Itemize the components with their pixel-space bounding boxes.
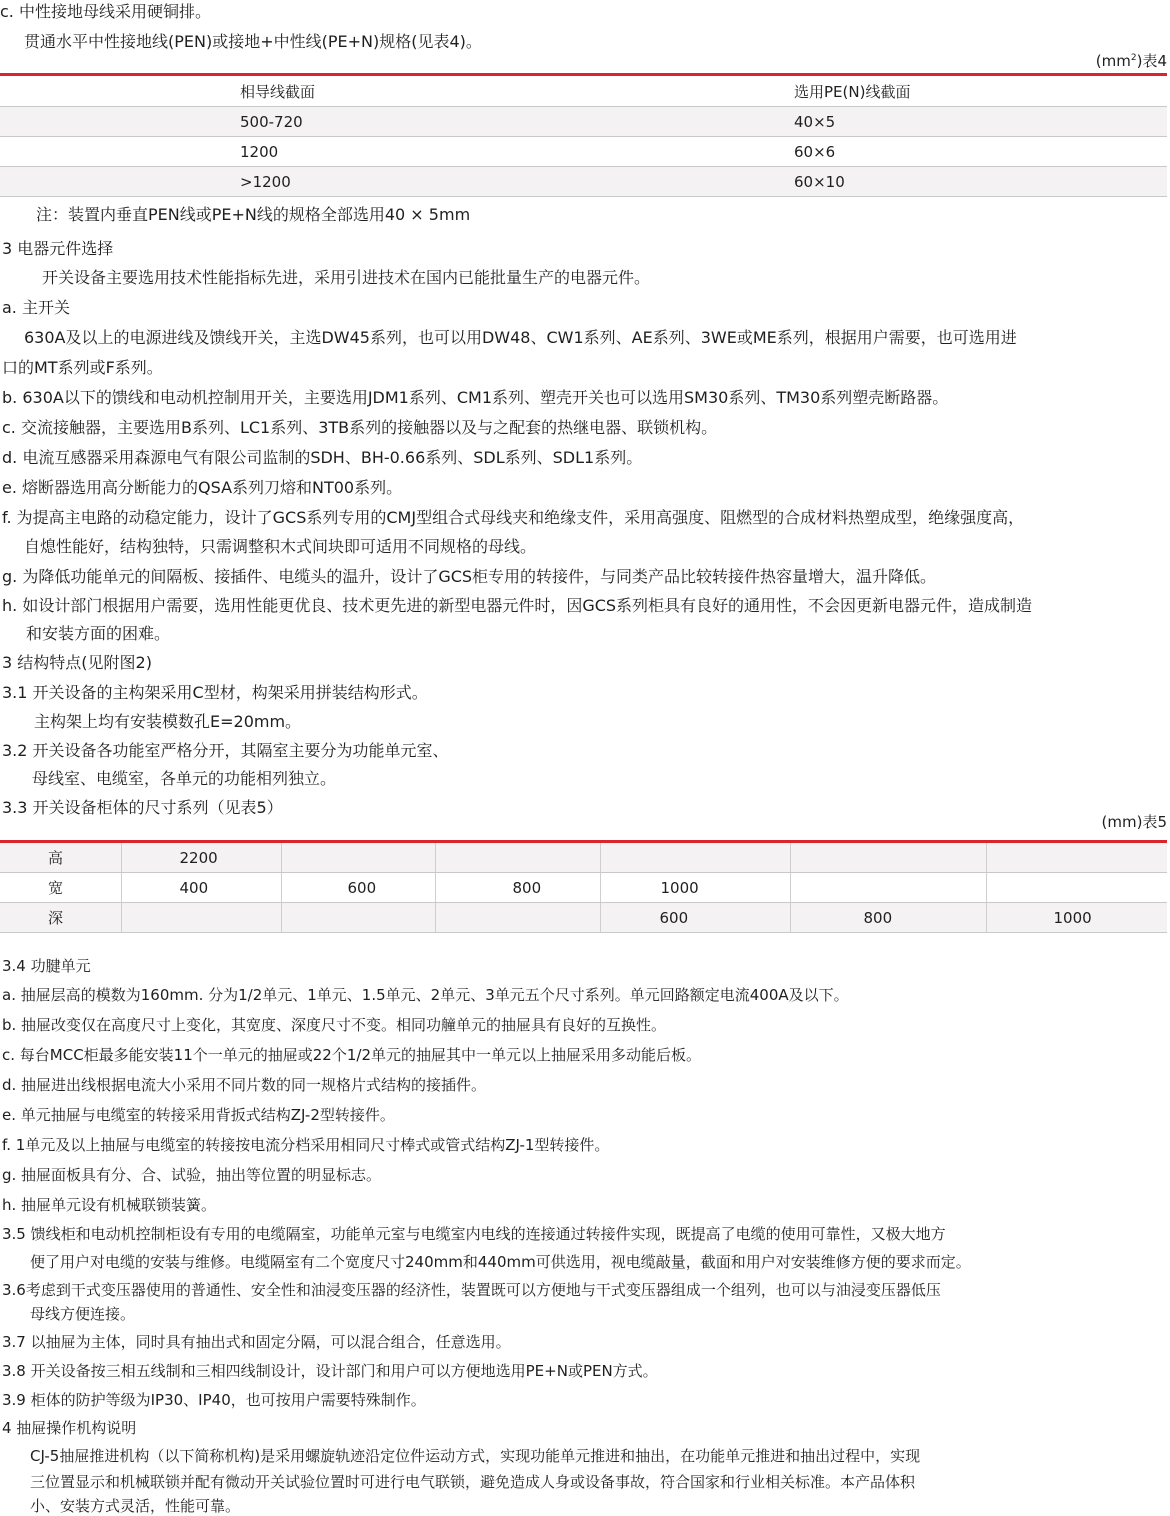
section3-b: b. 630A以下的馈线和电动机控制用开关，主要选用JDM1系列、CM1系列、塑壳开关也可以选用SM30系列、TM30系列塑壳断路器。 (2, 388, 949, 407)
table-cell (986, 842, 1167, 873)
section3-title: 3 电器元件选择 (2, 239, 114, 258)
table-cell: 60×10 (794, 167, 1167, 197)
structure-3-2-line2: 母线室、电缆室，各单元的功能相列独立。 (32, 769, 337, 788)
section-c-title: c. 中性接地母线采用硬铜排。 (0, 2, 211, 21)
table-row (0, 903, 1167, 933)
section34-f: f. 1单元及以上抽屉与电缆室的转接按电流分档采用相同尺寸棒式或管式结构ZJ-1型转接件。 (2, 1136, 610, 1154)
table-cell (281, 903, 435, 933)
table-row (0, 137, 1167, 167)
table-row (0, 107, 1167, 137)
section-3-8: 3.8 开关设备按三相五线制和三相四线制设计，设计部门和用户可以方便地选用PE+N或PEN方式。 (2, 1362, 658, 1380)
section3-h-line1: h. 如设计部门根据用户需要，选用性能更优良、技术更先进的新型电器元件时，因GCS系列柜具有良好的通用性，不会因更新电器元件，造成制造 (2, 596, 1033, 615)
table-cell: 高 (0, 842, 121, 873)
table-row (0, 167, 1167, 197)
table4-note: 注：装置内垂直PEN线或PE+N线的规格全部选用40 × 5mm (36, 205, 471, 224)
table-cell: 宽 (0, 873, 121, 903)
table-header-cell: 选用PE(N)线截面 (794, 75, 1167, 107)
table-cell (790, 873, 986, 903)
table-cell: 500-720 (0, 107, 794, 137)
section34-title: 3.4 功腱单元 (2, 957, 91, 975)
table-cell (121, 903, 281, 933)
table-cell (790, 842, 986, 873)
section3-e: e. 熔断器选用高分断能力的QSA系列刀熔和NT00系列。 (2, 478, 403, 497)
section3-a-title: a. 主开关 (2, 298, 70, 317)
table-cell: 600 (281, 873, 435, 903)
section3-d: d. 电流互感器采用森源电气有限公司监制的SDH、BH-0.66系列、SDL系列、SDL1系列。 (2, 448, 643, 467)
table-cell: >1200 (0, 167, 794, 197)
section34-e: e. 单元抽屉与电缆室的转接采用背扳式结构ZJ-2型转接件。 (2, 1106, 395, 1124)
section3-c: c. 交流接触器，主要选用B系列、LC1系列、3TB系列的接触器以及与之配套的热继电器、联锁机构。 (2, 418, 718, 437)
table-cell: 800 (790, 903, 986, 933)
table-header-cell: 相导线截面 (0, 75, 794, 107)
table-cell: 1000 (600, 873, 790, 903)
section34-b: b. 抽屉改变仅在高度尺寸上变化，其宽度、深度尺寸不变。相同功艟单元的抽屉具有良好的互换性。 (2, 1016, 667, 1034)
section3-h-line2: 和安装方面的困难。 (26, 624, 171, 643)
section4-line2: 三位置显示和机械联锁并配有微动开关试验位置时可进行电气联锁，避免造成人身或设备事故，符合国家和行业相关标准。本产品体积 (30, 1473, 916, 1491)
table-cell (435, 842, 600, 873)
structure-3-2-line1: 3.2 开关设备各功能室严格分开，其隔室主要分为功能单元室、 (2, 741, 449, 760)
table-cell: 1000 (986, 903, 1167, 933)
table-cell (986, 873, 1167, 903)
table-row (0, 873, 1167, 903)
section4-title: 4 抽屉操作机构说明 (2, 1419, 137, 1437)
section-c-text: 贯通水平中性接地线(PEN)或接地+中性线(PE+N)规格(见表4)。 (24, 32, 482, 51)
table-cell: 1200 (0, 137, 794, 167)
section4-line1: CJ-5抽屉推进机构（以下简称机构)是采用螺旋轨迹沿定位件运动方式，实现功能单元推进和抽出，在功能单元推进和抽出过程中，实现 (30, 1447, 921, 1465)
section3-a-line1: 630A及以上的电源进线及馈线开关，主选DW45系列，也可以用DW48、CW1系列、AE系列、3WE或ME系列，根据用户需要，也可选用进 (24, 328, 1017, 347)
section-3-7: 3.7 以抽屉为主体，同时具有抽出式和固定分隔，可以混合组合，任意选用。 (2, 1333, 511, 1351)
table-cell: 600 (600, 903, 790, 933)
table-cell (435, 903, 600, 933)
table-cell: 800 (435, 873, 600, 903)
table-cell: 40×5 (794, 107, 1167, 137)
structure-3-1-line2: 主构架上均有安装模数孔E=20mm。 (34, 712, 302, 731)
table-cell (281, 842, 435, 873)
section-3-9: 3.9 柜体的防护等级为IP30、IP40，也可按用户需要特殊制作。 (2, 1391, 426, 1409)
table5-unit: (mm)表5 (1101, 813, 1167, 831)
table-cell: 400 (121, 873, 281, 903)
section-3-6-line2: 母线方便连接。 (30, 1305, 136, 1323)
section3-f-line1: f. 为提高主电路的动稳定能力，设计了GCS系列专用的CMJ型组合式母线夹和绝缘支件，采用高强度、阻燃型的合成材料热塑成型，绝缘强度高， (2, 508, 1025, 527)
section34-g: g. 抽屉面板具有分、合、试验，抽出等位置的明显标志。 (2, 1166, 382, 1184)
section-3-5-line2: 便了用户对电缆的安装与维修。电缆隔室有二个宽度尺寸240mm和440mm可供选用，视电缆敲量，截面和用户对安装维修方便的要求而定。 (30, 1253, 971, 1271)
table-cell (600, 842, 790, 873)
section34-h: h. 抽屉单元设有机械联锁装簧。 (2, 1196, 217, 1214)
structure-3-1-line1: 3.1 开关设备的主构架采用C型材，构架采用拼装结构形式。 (2, 683, 428, 702)
section4-line3: 小、安装方式灵活，性能可靠。 (30, 1497, 241, 1515)
section3-a-line2: 口的MT系列或F系列。 (2, 358, 163, 377)
table-cell: 60×6 (794, 137, 1167, 167)
section3-intro: 开关设备主要选用技术性能指标先进，采用引进技术在国内已能批量生产的电器元件。 (42, 268, 651, 287)
table4 (0, 73, 1167, 197)
section34-c: c. 每台MCC柜最多能安装11个一单元的抽屉或22个1/2单元的抽屉其中一单元以上抽屉采用多动能后板。 (2, 1046, 701, 1064)
section-3-6-line1: 3.6考虑到干式变压器使用的普通性、安全性和油浸变压器的经济性，装置既可以方便地与干式变压器组成一个组列，也可以与油浸变压器低压 (2, 1281, 941, 1299)
table5 (0, 840, 1167, 933)
table-cell: 2200 (121, 842, 281, 873)
section34-a: a. 抽屉层高的模数为160mm. 分为1/2单元、1单元、1.5单元、2单元、3单元五个尺寸系列。单元回路额定电流400A及以下。 (2, 986, 849, 1004)
table-cell: 深 (0, 903, 121, 933)
section3-f-line2: 自熄性能好，结构独特，只需调整积木式间块即可适用不同规格的母线。 (24, 537, 537, 556)
structure-3-3: 3.3 开关设备柜体的尺寸系列（见表5） (2, 798, 283, 817)
table4-unit: $(mm^2)$表4 (1095, 52, 1167, 70)
table-header-row (0, 75, 1167, 107)
table-row (0, 842, 1167, 873)
section3-g: g. 为降低功能单元的间隔板、接插件、电缆头的温升，设计了GCS柜专用的转接件，与同类产品比较转接件热容量增大，温升降低。 (2, 567, 937, 586)
structure-title: 3 结构特点(见附图2) (2, 653, 152, 672)
section-3-5-line1: 3.5 馈线柜和电动机控制柜设有专用的电缆隔室，功能单元室与电缆室内电线的连接通过转接件实现，既提高了电缆的使用可靠性，又极大地方 (2, 1225, 946, 1243)
section34-d: d. 抽屉进出线根据电流大小采用不同片数的同一规格片式结构的接插件。 (2, 1076, 487, 1094)
